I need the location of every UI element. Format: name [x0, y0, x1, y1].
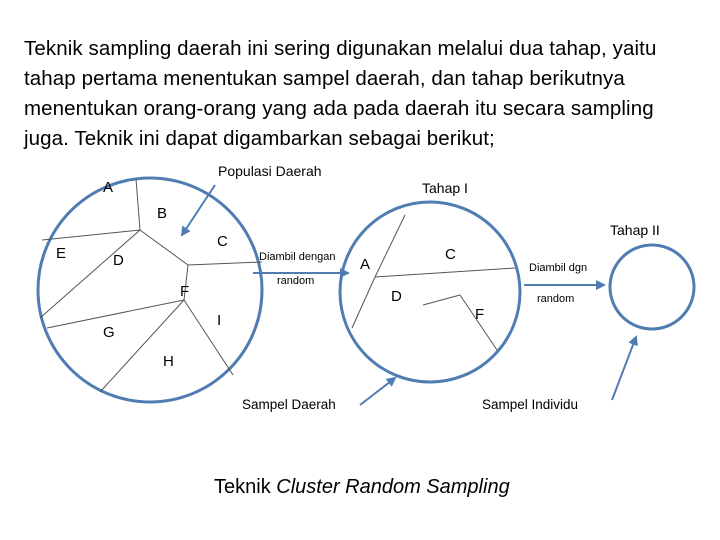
stage1-method-line2: random: [277, 275, 315, 287]
population-region-label-i: I: [217, 312, 222, 329]
sample-region-label-d: D: [391, 288, 402, 305]
tahap-1-label: Tahap I: [422, 180, 468, 196]
populasi-pointer-arrow: [182, 185, 215, 235]
sample-region-label-a: A: [360, 256, 371, 273]
population-region-label-b: B: [157, 205, 168, 222]
population-region-label-c: C: [217, 233, 228, 250]
sample-partition-lines: [352, 215, 515, 350]
sample-region-label-f: F: [475, 306, 485, 323]
population-region-label-g: G: [103, 324, 115, 341]
populasi-daerah-label: Populasi Daerah: [218, 163, 322, 179]
tahap-2-label: Tahap II: [610, 222, 660, 238]
stage2-method-line1: Diambil dgn: [529, 262, 588, 274]
sample-region-label-c: C: [445, 246, 456, 263]
sampel-individu-arrow: [612, 337, 636, 400]
diagram-caption: [214, 476, 510, 499]
sampel-daerah-label: Sampel Daerah: [242, 397, 336, 412]
sample-region-circle: [340, 202, 520, 382]
caption-emphasis: Cluster Random Sampling: [276, 476, 510, 498]
population-region-label-h: H: [163, 353, 174, 370]
population-region-label-d: D: [113, 252, 124, 269]
sampel-daerah-arrow: [360, 378, 395, 405]
stage2-method-line2: random: [537, 293, 575, 305]
sampel-individu-label: Sampel Individu: [482, 397, 579, 412]
population-region-label-a: A: [103, 179, 114, 196]
individual-sample-circle: [610, 245, 694, 329]
caption-prefix: Teknik: [214, 476, 277, 498]
intro-paragraph: Teknik sampling daerah ini sering digunakan melalui dua tahap, yaitu tahap pertama menentukan sampel daerah, dan tahap berikutnya menentukan orang-orang yang ada pada daerah itu secara sampling juga. Teknik ini dapat digambarkan sebagai berikut;: [24, 37, 657, 150]
population-region-label-f: F: [180, 283, 190, 300]
stage1-method-line1: Diambil dengan: [259, 251, 336, 263]
population-region-label-e: E: [56, 245, 67, 262]
